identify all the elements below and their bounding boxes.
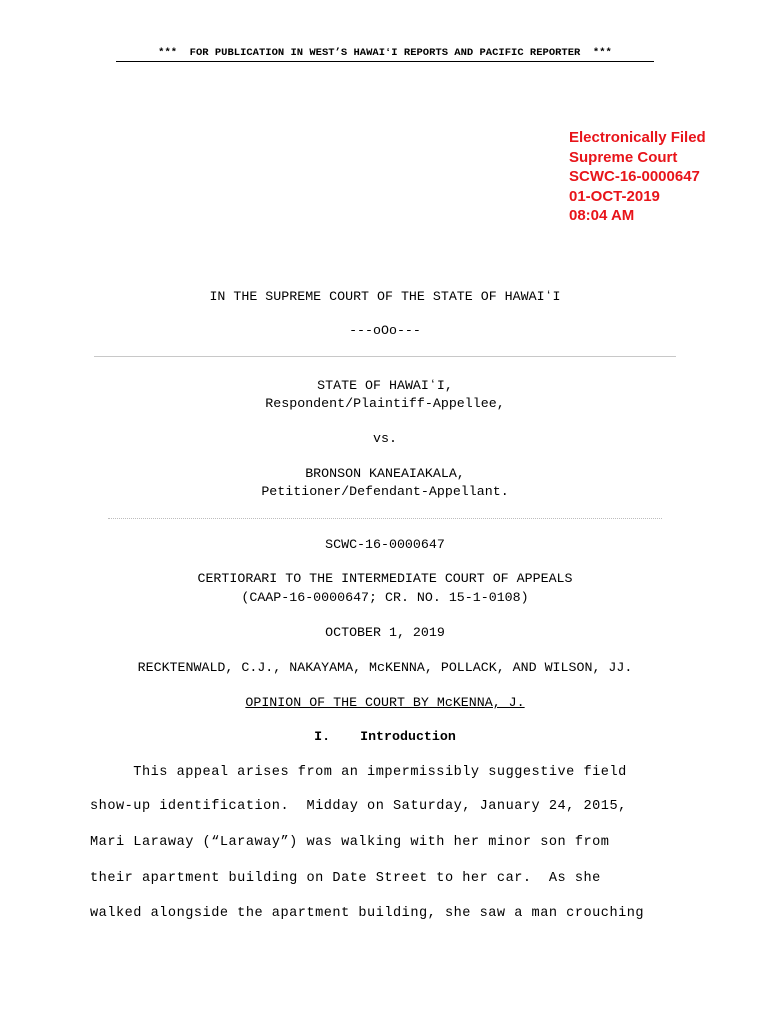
respondent-name: STATE OF HAWAIʻI, <box>317 378 453 393</box>
caption-divider-middle <box>108 518 662 519</box>
caption-divider-top <box>94 356 676 357</box>
filed-stamp-line: Supreme Court <box>569 148 678 166</box>
certiorari-line: CERTIORARI TO THE INTERMEDIATE COURT OF APPEALS <box>197 571 573 586</box>
lower-court-case-numbers: (CAAP-16-0000647; CR. NO. 15-1-0108) <box>241 590 529 605</box>
section-number: I. <box>314 729 331 744</box>
caption-separator: ---oOo--- <box>349 323 421 338</box>
filed-stamp-line: Electronically Filed <box>569 129 706 146</box>
case-number: SCWC-16-0000647 <box>325 537 445 552</box>
section-heading <box>0 729 770 744</box>
opinion-date: OCTOBER 1, 2019 <box>325 625 445 640</box>
petitioner-name: BRONSON KANEAIAKALA, <box>305 466 465 481</box>
opinion-author-text: OPINION OF THE COURT BY McKENNA, J. <box>245 695 525 710</box>
filed-stamp-line: SCWC-16-0000647 <box>569 168 700 185</box>
electronic-filing-stamp <box>569 128 706 226</box>
justices-line: RECKTENWALD, C.J., NAKAYAMA, McKENNA, POLLACK, AND WILSON, JJ. <box>137 660 633 675</box>
body-text-line: show-up identification. Midday on Saturday, January 24, 2015, <box>90 799 627 814</box>
court-name: IN THE SUPREME COURT OF THE STATE OF HAWAIʻI <box>209 289 561 304</box>
body-text-line: walked alongside the apartment building, she saw a man crouching <box>90 906 645 921</box>
publication-banner: *** FOR PUBLICATION IN WEST’S HAWAIʻI REPORTS AND PACIFIC REPORTER *** <box>116 47 654 62</box>
section-title: Introduction <box>360 729 456 744</box>
filed-stamp-line: 08:04 AM <box>569 207 635 224</box>
respondent-role: Respondent/Plaintiff-Appellee, <box>265 396 505 411</box>
body-text-line: This appeal arises from an impermissibly suggestive field <box>90 765 627 780</box>
versus-label: vs. <box>373 431 397 446</box>
body-text-line: Mari Laraway (“Laraway”) was walking with her minor son from <box>90 835 610 850</box>
body-text-line: their apartment building on Date Street to her car. As she <box>90 871 601 886</box>
filed-stamp-line: 01-OCT-2019 <box>569 187 660 205</box>
opinion-author <box>0 695 770 710</box>
petitioner-role: Petitioner/Defendant-Appellant. <box>261 484 509 499</box>
